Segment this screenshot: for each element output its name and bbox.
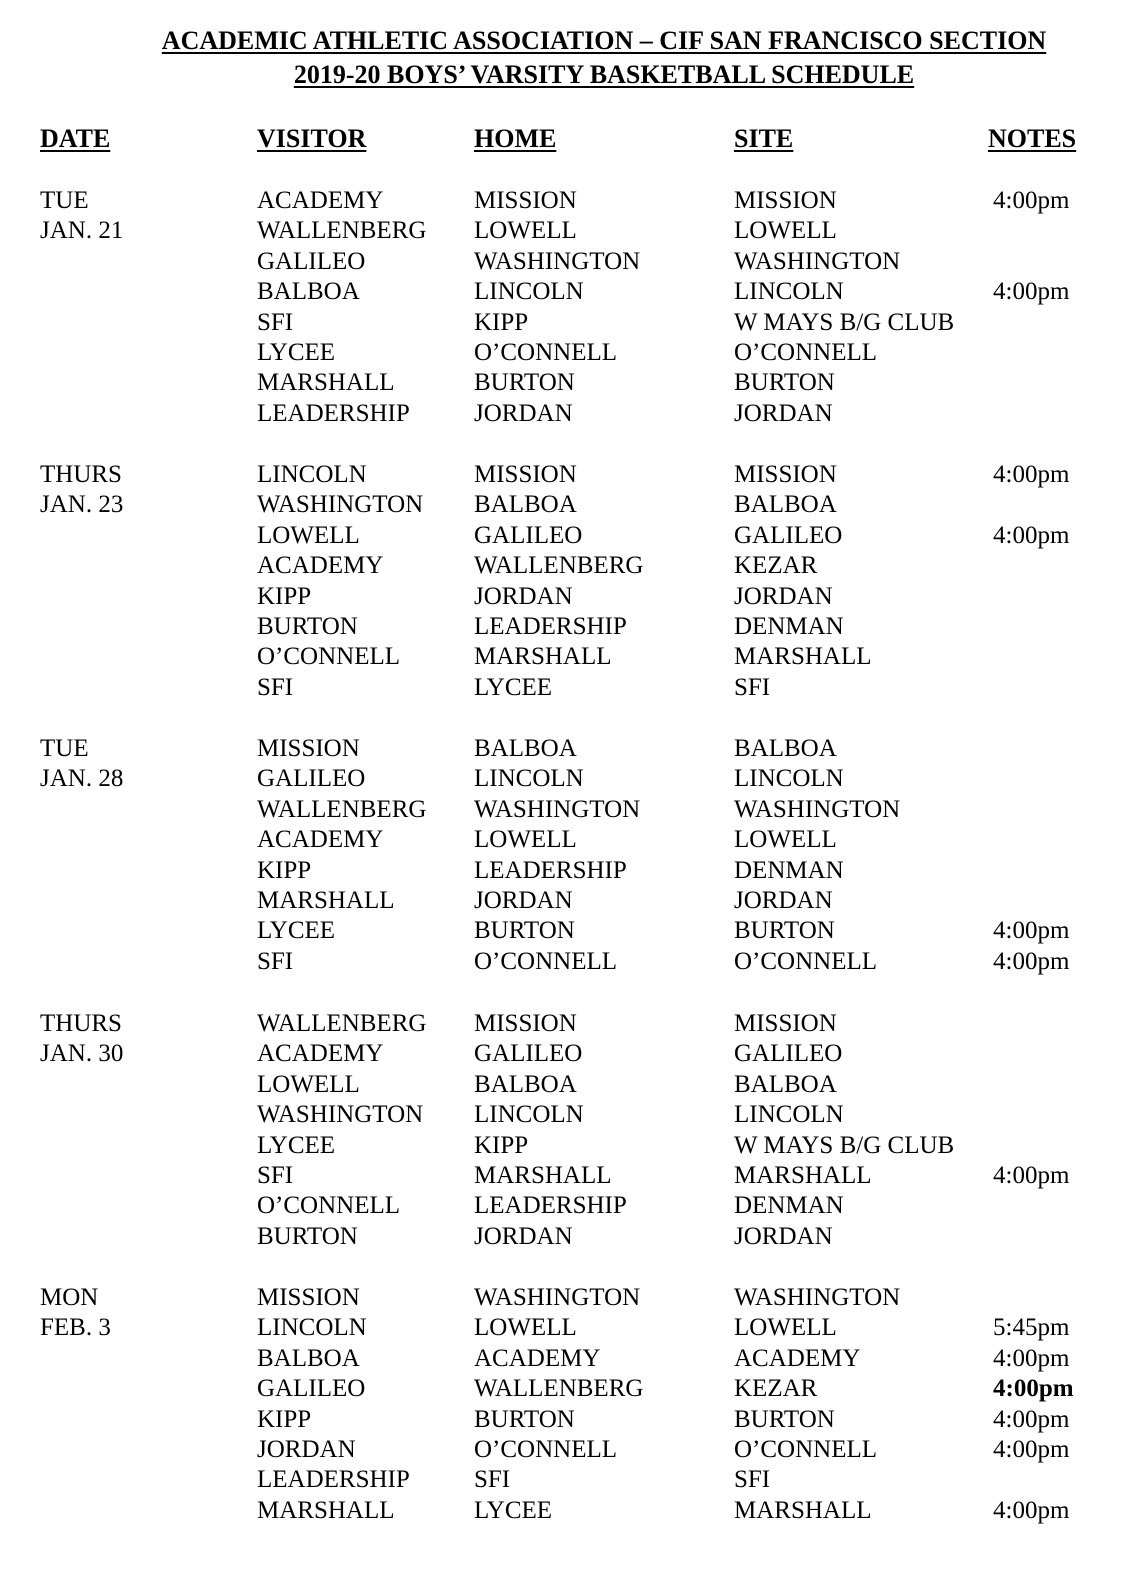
visitor-cell: ACADEMY bbox=[257, 1040, 384, 1068]
date-day: TUE bbox=[40, 187, 89, 214]
game-row bbox=[0, 460, 1128, 490]
visitor-cell: WASHINGTON bbox=[257, 491, 424, 519]
game-row bbox=[0, 1344, 1128, 1374]
visitor-cell: LYCEE bbox=[257, 338, 336, 366]
game-row bbox=[0, 1435, 1128, 1465]
game-row bbox=[0, 1131, 1128, 1161]
notes-cell: 4:00pm bbox=[993, 461, 1070, 488]
home-cell: JORDAN bbox=[474, 582, 573, 610]
notes-cell: 4:00pm bbox=[993, 1344, 1070, 1372]
schedule-block bbox=[0, 734, 1128, 977]
game-row bbox=[0, 582, 1128, 612]
header-visitor: VISITOR bbox=[257, 124, 367, 153]
notes-cell: 4:00pm bbox=[993, 1161, 1070, 1189]
visitor-cell: GALILEO bbox=[257, 1375, 366, 1403]
visitor-cell: MARSHALL bbox=[257, 886, 395, 914]
home-cell: WASHINGTON bbox=[474, 795, 641, 823]
home-cell: LEADERSHIP bbox=[474, 612, 627, 640]
game-row bbox=[0, 186, 1128, 216]
game-row bbox=[0, 642, 1128, 672]
site-cell: BALBOA bbox=[734, 1070, 837, 1098]
visitor-cell: JORDAN bbox=[257, 1435, 356, 1463]
home-cell: BURTON bbox=[474, 917, 575, 945]
visitor-cell: ACADEMY bbox=[257, 187, 384, 214]
home-cell: LINCOLN bbox=[474, 278, 584, 306]
notes-cell: 4:00pm bbox=[993, 1375, 1074, 1403]
schedule-block bbox=[0, 460, 1128, 703]
date-label: JAN. 23 bbox=[40, 491, 124, 519]
game-row bbox=[0, 551, 1128, 581]
home-cell: MARSHALL bbox=[474, 643, 612, 671]
home-cell: LOWELL bbox=[474, 826, 577, 854]
site-cell: O’CONNELL bbox=[734, 338, 878, 366]
visitor-cell: WALLENBERG bbox=[257, 795, 427, 823]
game-row bbox=[0, 247, 1128, 277]
notes-cell: 4:00pm bbox=[993, 947, 1070, 975]
home-cell: ACADEMY bbox=[474, 1344, 601, 1372]
notes-cell: 4:00pm bbox=[993, 278, 1070, 306]
notes-cell: 4:00pm bbox=[993, 1496, 1070, 1524]
home-cell: MISSION bbox=[474, 461, 577, 488]
visitor-cell: KIPP bbox=[257, 582, 312, 610]
site-cell: LINCOLN bbox=[734, 1101, 844, 1129]
visitor-cell: LEADERSHIP bbox=[257, 399, 410, 427]
home-cell: LINCOLN bbox=[474, 1101, 584, 1129]
game-row bbox=[0, 338, 1128, 368]
home-cell: KIPP bbox=[474, 1131, 529, 1159]
site-cell: BURTON bbox=[734, 917, 835, 945]
site-cell: WASHINGTON bbox=[734, 247, 901, 275]
visitor-cell: GALILEO bbox=[257, 247, 366, 275]
home-cell: LYCEE bbox=[474, 1496, 553, 1524]
home-cell: BALBOA bbox=[474, 735, 577, 762]
site-cell: JORDAN bbox=[734, 1222, 833, 1250]
site-cell: JORDAN bbox=[734, 582, 833, 610]
home-cell: KIPP bbox=[474, 308, 529, 336]
home-cell: WASHINGTON bbox=[474, 1284, 641, 1311]
home-cell: O’CONNELL bbox=[474, 1435, 618, 1463]
site-cell: DENMAN bbox=[734, 1192, 844, 1220]
game-row bbox=[0, 1161, 1128, 1191]
site-cell: W MAYS B/G CLUB bbox=[734, 308, 955, 336]
date-label: JAN. 28 bbox=[40, 765, 124, 793]
visitor-cell: KIPP bbox=[257, 1405, 312, 1433]
game-row bbox=[0, 734, 1128, 764]
game-row bbox=[0, 490, 1128, 520]
game-row bbox=[0, 1496, 1128, 1526]
site-cell: MISSION bbox=[734, 1010, 837, 1037]
home-cell: BALBOA bbox=[474, 491, 577, 519]
home-cell: JORDAN bbox=[474, 886, 573, 914]
home-cell: LOWELL bbox=[474, 1314, 577, 1342]
notes-cell: 4:00pm bbox=[993, 521, 1070, 549]
home-cell: MISSION bbox=[474, 187, 577, 214]
visitor-cell: SFI bbox=[257, 947, 294, 975]
home-cell: LOWELL bbox=[474, 217, 577, 245]
visitor-cell: LINCOLN bbox=[257, 461, 367, 488]
header-home: HOME bbox=[474, 124, 557, 153]
home-cell: O’CONNELL bbox=[474, 947, 618, 975]
home-cell: BALBOA bbox=[474, 1070, 577, 1098]
site-cell: MISSION bbox=[734, 461, 837, 488]
site-cell: LOWELL bbox=[734, 217, 837, 245]
game-row bbox=[0, 795, 1128, 825]
visitor-cell: ACADEMY bbox=[257, 552, 384, 580]
home-cell: LINCOLN bbox=[474, 765, 584, 793]
home-cell: BURTON bbox=[474, 369, 575, 397]
game-row bbox=[0, 1283, 1128, 1313]
home-cell: MARSHALL bbox=[474, 1161, 612, 1189]
site-cell: DENMAN bbox=[734, 612, 844, 640]
site-cell: MARSHALL bbox=[734, 1496, 872, 1524]
site-cell: GALILEO bbox=[734, 521, 843, 549]
home-cell: GALILEO bbox=[474, 521, 583, 549]
visitor-cell: SFI bbox=[257, 673, 294, 701]
visitor-cell: LOWELL bbox=[257, 521, 360, 549]
visitor-cell: BALBOA bbox=[257, 278, 360, 306]
visitor-cell: LYCEE bbox=[257, 1131, 336, 1159]
home-cell: BURTON bbox=[474, 1405, 575, 1433]
notes-cell: 5:45pm bbox=[993, 1314, 1070, 1342]
game-row bbox=[0, 1070, 1128, 1100]
site-cell: O’CONNELL bbox=[734, 947, 878, 975]
game-row bbox=[0, 308, 1128, 338]
visitor-cell: GALILEO bbox=[257, 765, 366, 793]
game-row bbox=[0, 521, 1128, 551]
visitor-cell: WASHINGTON bbox=[257, 1101, 424, 1129]
date-label: JAN. 21 bbox=[40, 217, 124, 245]
site-cell: DENMAN bbox=[734, 856, 844, 884]
site-cell: JORDAN bbox=[734, 399, 833, 427]
game-row bbox=[0, 1222, 1128, 1252]
game-row bbox=[0, 1100, 1128, 1130]
date-label: FEB. 3 bbox=[40, 1314, 111, 1342]
visitor-cell: MISSION bbox=[257, 1284, 360, 1311]
header-date: DATE bbox=[40, 124, 111, 153]
document-title: ACADEMIC ATHLETIC ASSOCIATION – CIF SAN FRANCISCO SECTION bbox=[161, 26, 1047, 55]
home-cell: MISSION bbox=[474, 1010, 577, 1037]
site-cell: GALILEO bbox=[734, 1040, 843, 1068]
game-row bbox=[0, 1039, 1128, 1069]
game-row bbox=[0, 216, 1128, 246]
site-cell: SFI bbox=[734, 673, 771, 701]
schedule-block bbox=[0, 186, 1128, 429]
game-row bbox=[0, 1465, 1128, 1495]
site-cell: WASHINGTON bbox=[734, 795, 901, 823]
site-cell: LOWELL bbox=[734, 826, 837, 854]
site-cell: LOWELL bbox=[734, 1314, 837, 1342]
visitor-cell: BURTON bbox=[257, 612, 358, 640]
site-cell: MARSHALL bbox=[734, 643, 872, 671]
header-site: SITE bbox=[734, 124, 794, 153]
visitor-cell: WALLENBERG bbox=[257, 217, 427, 245]
site-cell: BURTON bbox=[734, 369, 835, 397]
home-cell: WALLENBERG bbox=[474, 1375, 644, 1403]
date-label: JAN. 30 bbox=[40, 1040, 124, 1068]
date-day: THURS bbox=[40, 1010, 122, 1037]
home-cell: GALILEO bbox=[474, 1040, 583, 1068]
site-cell: LINCOLN bbox=[734, 278, 844, 306]
visitor-cell: LINCOLN bbox=[257, 1314, 367, 1342]
date-day: MON bbox=[40, 1284, 99, 1311]
schedule-block bbox=[0, 1283, 1128, 1526]
schedule-block bbox=[0, 1009, 1128, 1252]
game-row bbox=[0, 673, 1128, 703]
visitor-cell: MISSION bbox=[257, 735, 360, 762]
visitor-cell: LEADERSHIP bbox=[257, 1466, 410, 1494]
site-cell: BURTON bbox=[734, 1405, 835, 1433]
home-cell: O’CONNELL bbox=[474, 338, 618, 366]
notes-cell: 4:00pm bbox=[993, 917, 1070, 945]
site-cell: BALBOA bbox=[734, 491, 837, 519]
visitor-cell: MARSHALL bbox=[257, 369, 395, 397]
site-cell: KEZAR bbox=[734, 1375, 818, 1403]
site-cell: W MAYS B/G CLUB bbox=[734, 1131, 955, 1159]
visitor-cell: LOWELL bbox=[257, 1070, 360, 1098]
visitor-cell: BALBOA bbox=[257, 1344, 360, 1372]
game-row bbox=[0, 612, 1128, 642]
site-cell: MARSHALL bbox=[734, 1161, 872, 1189]
visitor-cell: ACADEMY bbox=[257, 826, 384, 854]
site-cell: JORDAN bbox=[734, 886, 833, 914]
visitor-cell: MARSHALL bbox=[257, 1496, 395, 1524]
game-row bbox=[0, 368, 1128, 398]
game-row bbox=[0, 825, 1128, 855]
site-cell: SFI bbox=[734, 1466, 771, 1494]
site-cell: KEZAR bbox=[734, 552, 818, 580]
visitor-cell: O’CONNELL bbox=[257, 643, 401, 671]
home-cell: LEADERSHIP bbox=[474, 1192, 627, 1220]
game-row bbox=[0, 1191, 1128, 1221]
date-day: TUE bbox=[40, 735, 89, 762]
home-cell: JORDAN bbox=[474, 1222, 573, 1250]
visitor-cell: WALLENBERG bbox=[257, 1010, 427, 1037]
game-row bbox=[0, 1313, 1128, 1343]
game-row bbox=[0, 886, 1128, 916]
document-subtitle: 2019-20 BOYS’ VARSITY BASKETBALL SCHEDULE bbox=[293, 60, 915, 89]
site-cell: LINCOLN bbox=[734, 765, 844, 793]
visitor-cell: KIPP bbox=[257, 856, 312, 884]
game-row bbox=[0, 947, 1128, 977]
date-day: THURS bbox=[40, 461, 122, 488]
game-row bbox=[0, 1405, 1128, 1435]
visitor-cell: SFI bbox=[257, 308, 294, 336]
site-cell: ACADEMY bbox=[734, 1344, 861, 1372]
home-cell: WALLENBERG bbox=[474, 552, 644, 580]
game-row bbox=[0, 856, 1128, 886]
home-cell: LYCEE bbox=[474, 673, 553, 701]
visitor-cell: BURTON bbox=[257, 1222, 358, 1250]
visitor-cell: SFI bbox=[257, 1161, 294, 1189]
notes-cell: 4:00pm bbox=[993, 1435, 1070, 1463]
notes-cell: 4:00pm bbox=[993, 187, 1070, 214]
home-cell: WASHINGTON bbox=[474, 247, 641, 275]
home-cell: JORDAN bbox=[474, 399, 573, 427]
home-cell: LEADERSHIP bbox=[474, 856, 627, 884]
visitor-cell: LYCEE bbox=[257, 917, 336, 945]
site-cell: MISSION bbox=[734, 187, 837, 214]
notes-cell: 4:00pm bbox=[993, 1405, 1070, 1433]
game-row bbox=[0, 1374, 1128, 1404]
game-row bbox=[0, 277, 1128, 307]
game-row bbox=[0, 399, 1128, 429]
site-cell: BALBOA bbox=[734, 735, 837, 762]
game-row bbox=[0, 1009, 1128, 1039]
game-row bbox=[0, 916, 1128, 946]
header-notes: NOTES bbox=[988, 124, 1077, 153]
home-cell: SFI bbox=[474, 1466, 511, 1494]
site-cell: O’CONNELL bbox=[734, 1435, 878, 1463]
game-row bbox=[0, 764, 1128, 794]
site-cell: WASHINGTON bbox=[734, 1284, 901, 1311]
visitor-cell: O’CONNELL bbox=[257, 1192, 401, 1220]
